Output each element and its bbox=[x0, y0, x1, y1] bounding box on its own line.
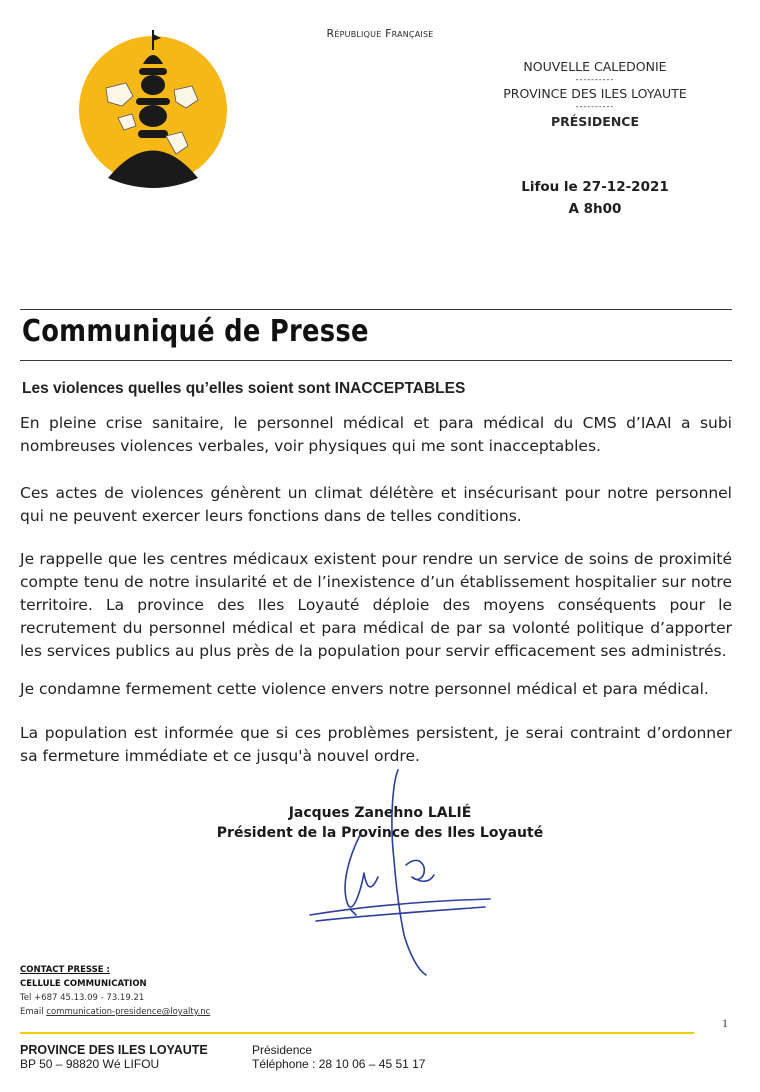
paragraph: Je rappelle que les centres médicaux existent pour rendre un service de soins de proximité compte tenu de notre insularité et de l’inexistence d’un établissement hospitalier sur notre territoire. La province des Iles Loyauté déploie des moyens conséquents pour le recrutement du personnel médical et para médical de par sa volonté politique d’apporter les services publics au plus près de la population pour servir efficacement ses administrés. bbox=[20, 550, 732, 660]
separator: ---------- bbox=[575, 75, 615, 84]
press-contact bbox=[20, 963, 210, 1019]
time: A 8h00 bbox=[568, 201, 622, 217]
page-title: Communiqué de Presse bbox=[22, 314, 369, 349]
email-link[interactable]: communication-presidence@loyalty.nc bbox=[46, 1007, 211, 1017]
subtitle: Les violences quelles qu’elles soient sont INACCEPTABLES bbox=[22, 380, 466, 397]
footer-phone: Téléphone : 28 10 06 – 45 51 17 bbox=[252, 1057, 426, 1071]
paragraph: La population est informée que si ces problèmes persistent, je serai contraint d’ordonner sa fermeture immédiate et ce jusqu'à nouvel ordre. bbox=[20, 724, 732, 765]
signatory-role: Président de la Province des Iles Loyauté bbox=[216, 825, 544, 841]
office-label: PRÉSIDENCE bbox=[550, 114, 640, 129]
signatory-name: Jacques Zanehno LALIÉ bbox=[288, 805, 472, 821]
footer-left bbox=[20, 1043, 208, 1071]
republic-label: République Française bbox=[326, 27, 434, 40]
footer-dept: Présidence bbox=[252, 1043, 313, 1057]
email-label: Email bbox=[20, 1007, 44, 1017]
paragraph: En pleine crise sanitaire, le personnel médical et para médical du CMS d’IAAI a subi nombreuses violences verbales, voir physiques qui me sont inacceptables. bbox=[20, 414, 732, 455]
separator: ---------- bbox=[575, 102, 615, 111]
province-logo bbox=[78, 28, 228, 193]
footer-org: PROVINCE DES ILES LOYAUTE bbox=[20, 1043, 208, 1057]
contact-tel: Tel +687 45.13.09 - 73.19.21 bbox=[20, 993, 145, 1003]
footer-address: BP 50 – 98820 Wé LIFOU bbox=[20, 1057, 160, 1071]
footer-right bbox=[252, 1043, 425, 1071]
title-rule-bottom bbox=[20, 360, 732, 361]
issuer-block bbox=[470, 58, 720, 130]
title-rule-top bbox=[20, 309, 732, 310]
contact-email-row bbox=[20, 1005, 210, 1019]
province-label: PROVINCE DES ILES LOYAUTE bbox=[503, 86, 687, 101]
paragraph: Ces actes de violences génèrent un climat délétère et insécurisant pour notre personnel qui ne peuvent exercer leurs fonctions dans de telles conditions. bbox=[20, 484, 732, 525]
dateline bbox=[470, 176, 720, 220]
handwritten-signature bbox=[300, 765, 500, 980]
contact-unit: CELLULE COMMUNICATION bbox=[20, 979, 147, 989]
page-number: 1 bbox=[722, 1016, 728, 1030]
territory-label: NOUVELLE CALEDONIE bbox=[523, 59, 667, 74]
paragraph: Je condamne fermement cette violence envers notre personnel médical et para médical. bbox=[20, 680, 709, 698]
place-date: Lifou le 27-12-2021 bbox=[521, 179, 669, 195]
contact-heading: CONTACT PRESSE : bbox=[20, 965, 110, 975]
footer-divider bbox=[20, 1032, 694, 1034]
